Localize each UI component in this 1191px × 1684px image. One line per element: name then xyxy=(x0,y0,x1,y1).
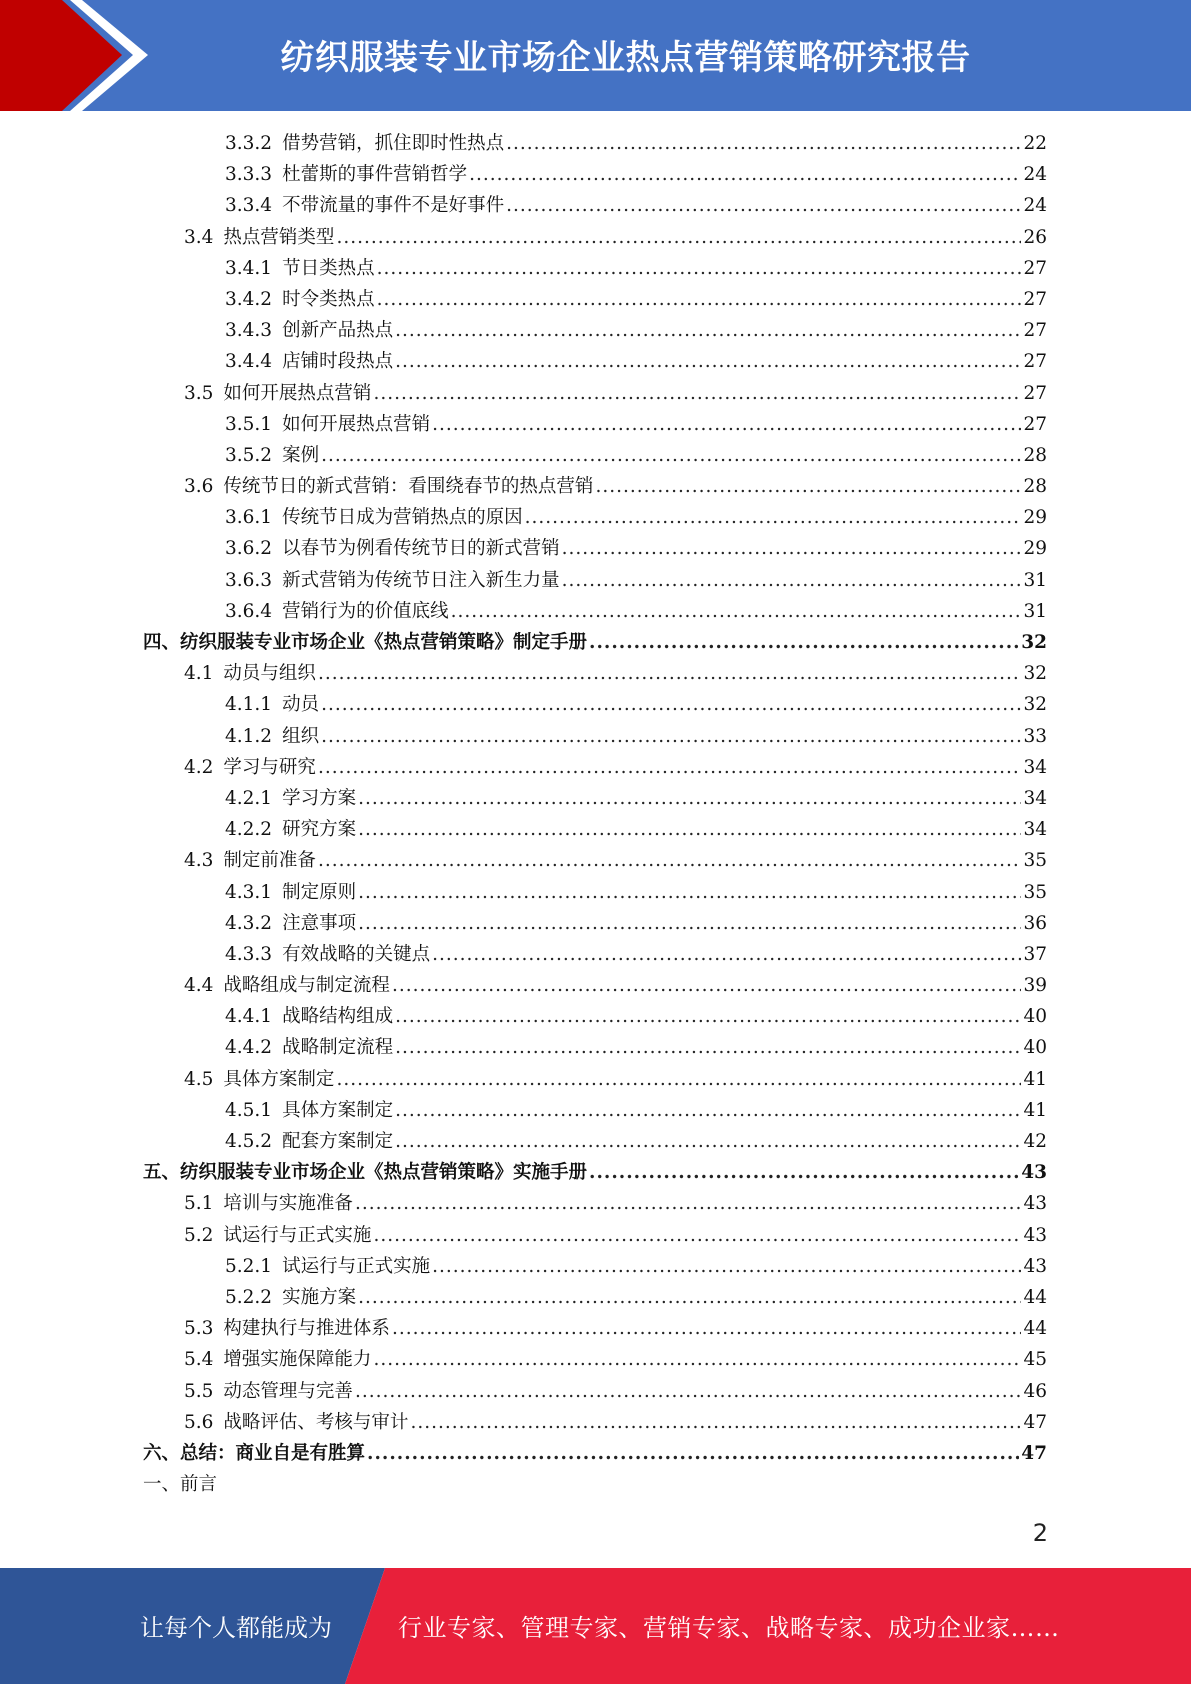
toc-dot-leader xyxy=(506,128,1021,159)
toc-entry-page: 44 xyxy=(1023,1286,1047,1308)
toc-entry-title: 节日类热点 xyxy=(282,257,375,279)
toc-entry-page: 35 xyxy=(1023,850,1047,872)
toc-dot-leader xyxy=(358,814,1021,845)
page-footer-band xyxy=(0,1568,1191,1684)
toc-entry-page: 29 xyxy=(1023,507,1047,529)
toc-entry-page: 24 xyxy=(1023,195,1047,217)
toc-entry-page: 43 xyxy=(1023,1224,1047,1246)
toc-dot-leader xyxy=(336,1064,1021,1095)
toc-entry-number: 5.3 xyxy=(184,1318,214,1340)
toc-entry-title: 如何开展热点营销 xyxy=(223,382,372,404)
toc-entry-number: 5.2.1 xyxy=(225,1255,273,1277)
toc-entry[interactable] xyxy=(143,596,1047,627)
toc-entry-title: 如何开展热点营销 xyxy=(282,413,431,435)
toc-entry-number: 5.4 xyxy=(184,1349,214,1371)
toc-entry-number: 3.4.1 xyxy=(225,257,273,279)
toc-entry[interactable] xyxy=(143,378,1047,409)
toc-dot-leader xyxy=(358,908,1021,939)
toc-entry-number: 3.4.4 xyxy=(225,351,273,373)
toc-entry-title: 构建执行与推进体系 xyxy=(223,1318,390,1340)
toc-dot-leader xyxy=(321,721,1021,752)
toc-entry-title: 增强实施保障能力 xyxy=(223,1349,372,1371)
toc-entry-page: 36 xyxy=(1023,912,1047,934)
toc-dot-leader xyxy=(392,970,1022,1001)
toc-dot-leader xyxy=(562,565,1022,596)
toc-entry-title: 实施方案 xyxy=(282,1286,357,1308)
toc-entry-number: 4.2 xyxy=(184,756,214,778)
toc-dot-leader xyxy=(377,253,1022,284)
toc-entry-title: 杜蕾斯的事件营销哲学 xyxy=(282,164,468,186)
toc-entry-page: 32 xyxy=(1021,632,1047,653)
toc-dot-leader xyxy=(321,440,1021,471)
toc-entry-page: 31 xyxy=(1023,569,1047,591)
toc-entry-title: 传统节日成为营销热点的原因 xyxy=(282,507,523,529)
toc-dot-leader xyxy=(589,1157,1019,1188)
toc-entry[interactable] xyxy=(143,845,1047,876)
toc-entry-page: 24 xyxy=(1023,164,1047,186)
toc-entry-title: 组织 xyxy=(282,725,320,747)
toc-entry-title: 试运行与正式实施 xyxy=(223,1224,372,1246)
toc-entry-title: 战略结构组成 xyxy=(282,1006,394,1028)
toc-dot-leader xyxy=(395,1001,1021,1032)
toc-entry[interactable] xyxy=(143,1438,1047,1469)
toc-entry[interactable] xyxy=(143,409,1047,440)
toc-entry-number: 4.4.2 xyxy=(225,1037,273,1059)
toc-entry-number: 4.5.1 xyxy=(225,1099,273,1121)
toc-entry-title: 学习与研究 xyxy=(223,756,316,778)
toc-entry-title: 动员 xyxy=(282,694,320,716)
toc-entry-title: 制定原则 xyxy=(282,881,357,903)
toc-entry[interactable] xyxy=(143,159,1047,190)
page-header-band xyxy=(0,0,1191,111)
toc-entry-number: 5.6 xyxy=(184,1411,214,1433)
toc-entry-page: 41 xyxy=(1023,1068,1047,1090)
toc-entry-number: 3.5 xyxy=(184,382,214,404)
toc-entry-number: 3.6.3 xyxy=(225,569,273,591)
toc-entry[interactable] xyxy=(143,1407,1047,1438)
toc-dot-leader xyxy=(336,222,1021,253)
toc-entry-number: 3.3.4 xyxy=(225,195,273,217)
toc-entry[interactable] xyxy=(143,190,1047,221)
toc-entry[interactable] xyxy=(143,752,1047,783)
toc-entry[interactable] xyxy=(143,1469,1047,1500)
toc-entry-page: 27 xyxy=(1023,413,1047,435)
toc-entry-number: 4.3.1 xyxy=(225,881,273,903)
red-chevron-decoration xyxy=(0,0,160,111)
toc-entry-page: 44 xyxy=(1023,1318,1047,1340)
toc-entry[interactable] xyxy=(143,533,1047,564)
toc-dot-leader xyxy=(377,284,1022,315)
toc-entry-number: 3.6.2 xyxy=(225,538,273,560)
toc-entry-page: 35 xyxy=(1023,881,1047,903)
toc-dot-leader xyxy=(395,1095,1021,1126)
toc-entry-title: 营销行为的价值底线 xyxy=(282,600,449,622)
toc-dot-leader xyxy=(432,1251,1021,1282)
toc-entry[interactable] xyxy=(143,783,1047,814)
toc-entry-number: 4.3 xyxy=(184,850,214,872)
toc-entry[interactable] xyxy=(143,502,1047,533)
toc-entry-number: 4.3.3 xyxy=(225,943,273,965)
toc-entry-title: 动态管理与完善 xyxy=(223,1380,353,1402)
toc-entry-number: 4.4.1 xyxy=(225,1006,273,1028)
toc-dot-leader xyxy=(318,658,1022,689)
toc-dot-leader xyxy=(395,315,1021,346)
toc-entry-title: 动员与组织 xyxy=(223,663,316,685)
toc-entry[interactable] xyxy=(143,253,1047,284)
toc-entry-title: 以春节为例看传统节日的新式营销 xyxy=(282,538,560,560)
toc-entry[interactable] xyxy=(143,1157,1047,1188)
toc-entry-page: 27 xyxy=(1023,257,1047,279)
toc-entry-number: 3.4.3 xyxy=(225,320,273,342)
footer-slogan-left: 让每个人都能成为 xyxy=(140,1614,332,1642)
toc-entry-number: 4.5.2 xyxy=(225,1131,273,1152)
toc-entry[interactable] xyxy=(143,627,1047,658)
toc-dot-leader xyxy=(355,1188,1022,1219)
toc-entry[interactable] xyxy=(143,1126,1047,1157)
toc-entry[interactable] xyxy=(143,471,1047,502)
document-title: 纺织服装专业市场企业热点营销策略研究报告 xyxy=(280,38,971,78)
toc-entry[interactable] xyxy=(143,1188,1047,1219)
toc-entry[interactable] xyxy=(143,814,1047,845)
toc-entry-page: 41 xyxy=(1023,1099,1047,1121)
toc-dot-leader xyxy=(525,502,1022,533)
toc-entry-page: 28 xyxy=(1023,444,1047,466)
toc-entry-number: 3.6.4 xyxy=(225,600,273,622)
toc-dot-leader xyxy=(432,409,1021,440)
toc-entry-title: 具体方案制定 xyxy=(282,1099,394,1121)
toc-entry-title: 新式营销为传统节日注入新生力量 xyxy=(282,569,560,591)
toc-entry-title: 制定前准备 xyxy=(223,850,316,872)
toc-entry[interactable] xyxy=(143,1376,1047,1407)
toc-entry-number: 5.5 xyxy=(184,1380,214,1402)
toc-entry-number: 5.2.2 xyxy=(225,1286,273,1308)
toc-dot-leader xyxy=(595,471,1021,502)
toc-entry-number: 3.4.2 xyxy=(225,288,273,310)
page-number: 2 xyxy=(1032,1519,1048,1547)
toc-entry-title: 战略制定流程 xyxy=(282,1037,394,1059)
toc-dot-leader xyxy=(469,159,1021,190)
toc-entry-title: 战略组成与制定流程 xyxy=(223,975,390,997)
toc-entry-title: 热点营销类型 xyxy=(223,226,335,248)
toc-entry[interactable] xyxy=(143,222,1047,253)
toc-dot-leader xyxy=(358,877,1021,908)
toc-entry-number: 4.4 xyxy=(184,975,214,997)
toc-entry-page: 34 xyxy=(1023,756,1047,778)
toc-entry-page: 47 xyxy=(1021,1442,1047,1464)
toc-dot-leader xyxy=(395,346,1021,377)
table-of-contents xyxy=(143,128,1047,1500)
toc-entry[interactable] xyxy=(143,1313,1047,1344)
toc-entry-page: 32 xyxy=(1023,663,1047,685)
toc-entry-page: 27 xyxy=(1023,288,1047,310)
toc-entry[interactable] xyxy=(143,1251,1047,1282)
toc-entry-title: 培训与实施准备 xyxy=(223,1193,353,1215)
toc-entry-page: 27 xyxy=(1023,382,1047,404)
toc-entry-title: 案例 xyxy=(282,444,320,466)
toc-entry-page: 40 xyxy=(1023,1006,1047,1028)
toc-entry[interactable] xyxy=(143,658,1047,689)
toc-entry[interactable] xyxy=(143,565,1047,596)
toc-dot-leader xyxy=(392,1313,1022,1344)
toc-entry-page: 42 xyxy=(1023,1131,1047,1152)
toc-entry[interactable] xyxy=(143,284,1047,315)
toc-entry-page: 22 xyxy=(1023,133,1047,154)
toc-entry-page: 29 xyxy=(1023,538,1047,560)
toc-entry-number: 3.4 xyxy=(184,226,214,248)
toc-dot-leader xyxy=(318,752,1022,783)
toc-dot-leader xyxy=(451,596,1022,627)
toc-dot-leader xyxy=(410,1407,1021,1438)
toc-entry-page: 34 xyxy=(1023,787,1047,809)
toc-entry-page: 31 xyxy=(1023,600,1047,622)
toc-entry-number: 3.6.1 xyxy=(225,507,273,529)
toc-entry-number: 4.1.1 xyxy=(225,694,273,716)
toc-entry-page: 43 xyxy=(1023,1193,1047,1215)
toc-dot-leader xyxy=(589,627,1019,658)
toc-dot-leader xyxy=(373,378,1021,409)
toc-entry-number: 3.3.3 xyxy=(225,164,273,186)
toc-entry-page: 47 xyxy=(1023,1411,1047,1433)
toc-entry-page: 34 xyxy=(1023,819,1047,841)
toc-entry[interactable] xyxy=(143,908,1047,939)
toc-dot-leader xyxy=(318,845,1022,876)
toc-entry[interactable] xyxy=(143,440,1047,471)
toc-dot-leader xyxy=(395,1032,1021,1063)
toc-entry[interactable] xyxy=(143,128,1047,159)
toc-entry-title: 五、纺织服装专业市场企业《热点营销策略》实施手册 xyxy=(143,1162,588,1184)
toc-entry-title: 不带流量的事件不是好事件 xyxy=(282,195,505,217)
toc-entry-title: 有效战略的关键点 xyxy=(282,943,431,965)
toc-entry-title: 学习方案 xyxy=(282,787,357,809)
toc-dot-leader xyxy=(321,689,1021,720)
toc-entry[interactable] xyxy=(143,1095,1047,1126)
toc-entry-number: 5.1 xyxy=(184,1193,214,1215)
toc-entry-title: 战略评估、考核与审计 xyxy=(223,1411,409,1433)
toc-entry[interactable] xyxy=(143,1032,1047,1063)
toc-dot-leader xyxy=(506,190,1021,221)
footer-slogan-right: 行业专家、管理专家、营销专家、战略专家、成功企业家…… xyxy=(398,1614,1060,1642)
toc-entry-page: 37 xyxy=(1023,943,1047,965)
toc-entry[interactable] xyxy=(143,1001,1047,1032)
toc-entry[interactable] xyxy=(143,939,1047,970)
toc-entry-number: 3.3.2 xyxy=(225,133,273,154)
toc-entry-number: 3.5.1 xyxy=(225,413,273,435)
toc-entry-page: 33 xyxy=(1023,725,1047,747)
toc-dot-leader xyxy=(373,1344,1021,1375)
toc-entry[interactable] xyxy=(143,1344,1047,1375)
toc-entry[interactable] xyxy=(143,1220,1047,1251)
toc-dot-leader xyxy=(432,939,1021,970)
toc-entry-number: 3.5.2 xyxy=(225,444,273,466)
toc-entry[interactable] xyxy=(143,315,1047,346)
toc-entry-number: 4.2.2 xyxy=(225,819,273,841)
toc-entry-page: 43 xyxy=(1023,1255,1047,1277)
toc-entry-number: 4.3.2 xyxy=(225,912,273,934)
toc-entry-page: 32 xyxy=(1023,694,1047,716)
toc-dot-leader xyxy=(358,1282,1021,1313)
toc-entry-page: 27 xyxy=(1023,320,1047,342)
toc-entry-title: 传统节日的新式营销：看围绕春节的热点营销 xyxy=(223,476,594,498)
toc-entry-number: 4.1.2 xyxy=(225,725,273,747)
toc-entry-title: 研究方案 xyxy=(282,819,357,841)
toc-entry-title: 四、纺织服装专业市场企业《热点营销策略》制定手册 xyxy=(143,632,588,653)
toc-entry-title: 六、总结：商业自是有胜算 xyxy=(143,1442,366,1464)
toc-entry[interactable] xyxy=(143,689,1047,720)
toc-entry-page: 46 xyxy=(1023,1380,1047,1402)
toc-dot-leader xyxy=(562,533,1022,564)
toc-entry-number: 5.2 xyxy=(184,1224,214,1246)
toc-entry-title: 店铺时段热点 xyxy=(282,351,394,373)
toc-dot-leader xyxy=(367,1438,1019,1469)
toc-entry-page: 26 xyxy=(1023,226,1047,248)
toc-entry-title: 注意事项 xyxy=(282,912,357,934)
toc-entry[interactable] xyxy=(143,721,1047,752)
toc-entry-title: 借势营销，抓住即时性热点 xyxy=(282,133,505,154)
toc-entry-page: 28 xyxy=(1023,476,1047,498)
toc-entry-title: 试运行与正式实施 xyxy=(282,1255,431,1277)
toc-entry-title: 配套方案制定 xyxy=(282,1131,394,1152)
toc-entry-page: 40 xyxy=(1023,1037,1047,1059)
toc-entry-number: 3.6 xyxy=(184,476,214,498)
toc-entry-title: 具体方案制定 xyxy=(223,1068,335,1090)
toc-entry[interactable] xyxy=(143,877,1047,908)
toc-entry-number: 4.5 xyxy=(184,1068,214,1090)
toc-entry[interactable] xyxy=(143,346,1047,377)
toc-entry-page: 39 xyxy=(1023,975,1047,997)
toc-dot-leader xyxy=(373,1220,1021,1251)
toc-dot-leader xyxy=(358,783,1021,814)
toc-entry-number: 4.1 xyxy=(184,663,214,685)
toc-entry-title: 时令类热点 xyxy=(282,288,375,310)
toc-entry-page: 45 xyxy=(1023,1349,1047,1371)
toc-entry[interactable] xyxy=(143,970,1047,1001)
toc-dot-leader xyxy=(355,1376,1022,1407)
toc-entry-page: 27 xyxy=(1023,351,1047,373)
toc-dot-leader xyxy=(395,1126,1021,1157)
toc-entry[interactable] xyxy=(143,1282,1047,1313)
toc-entry[interactable] xyxy=(143,1064,1047,1095)
toc-entry-number: 4.2.1 xyxy=(225,787,273,809)
toc-entry-title: 创新产品热点 xyxy=(282,320,394,342)
toc-entry-page: 43 xyxy=(1021,1162,1047,1184)
toc-entry-title: 一、前言 xyxy=(143,1474,218,1496)
